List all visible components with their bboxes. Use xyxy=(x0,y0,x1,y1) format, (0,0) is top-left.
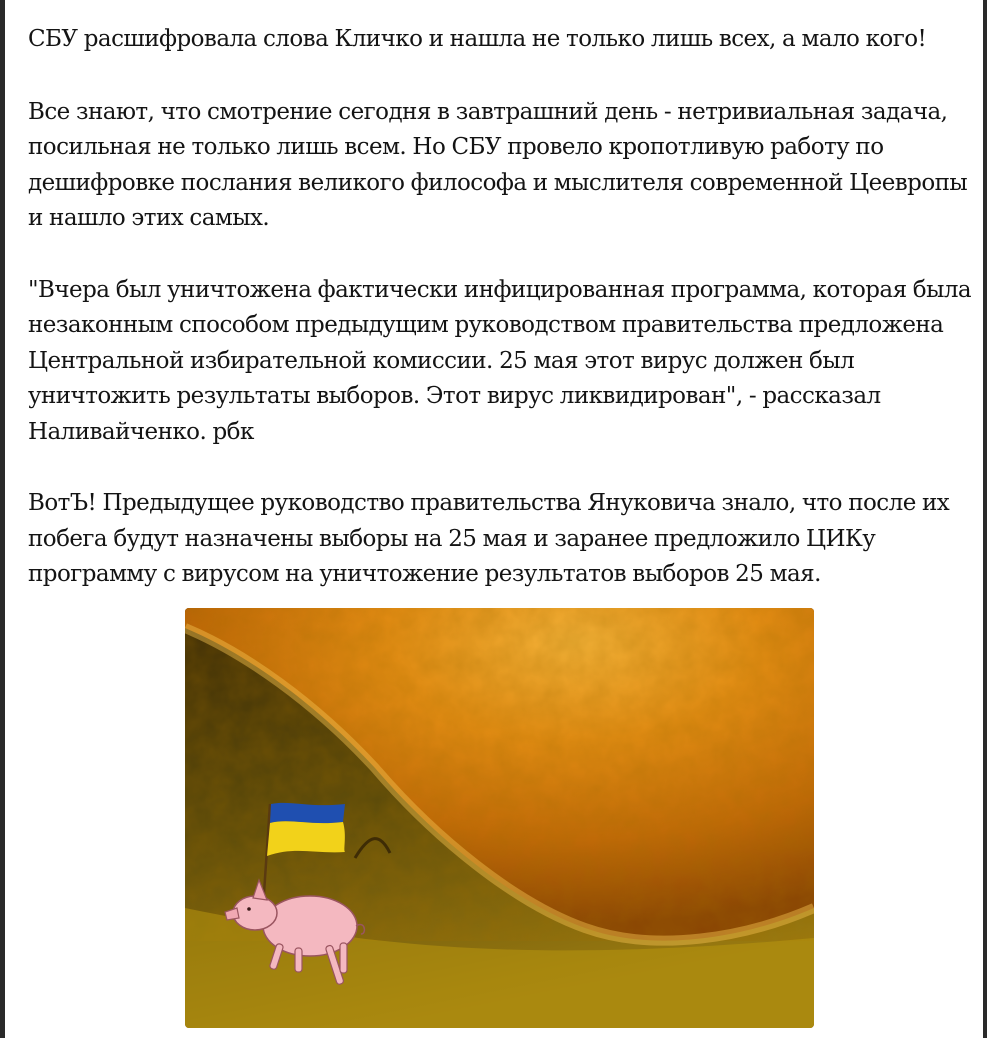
flag-blue xyxy=(270,803,345,823)
post-quote: "Вчера был уничтожена фактически инфицированная программа, которая была незаконным способом предыдущим руководством правительства предложена Центральной избирательной комиссии. 25 мая этот вирус должен был уничтожить результаты выборов. Этот вирус ликвидирован", - рассказал Наливайченко. рбк xyxy=(28,276,972,445)
post-image[interactable] xyxy=(185,608,814,1028)
post-paragraph-1: Все знают, что смотрение сегодня в завтрашний день - нетривиальная задача, посильная не только лишь всем. Но СБУ провело кропотливую работу по дешифровке послания великого философа и мыслителя современной Цеевропы и нашло этих самых. xyxy=(28,98,968,231)
flag-yellow xyxy=(267,821,345,856)
post-paragraph-3: ВотЪ! Предыдущее руководство правительства Януковича знало, что после их побега будут назначены выборы на 25 мая и заранее предложило ЦИКу программу с вирусом на уничтожение результатов выборов 25 мая. xyxy=(28,490,950,587)
sun-surface-illustration xyxy=(185,608,814,1028)
post-body xyxy=(28,22,978,629)
post-headline: СБУ расшифровала слова Кличко и нашла не только лишь всех, а мало кого! xyxy=(28,26,927,52)
